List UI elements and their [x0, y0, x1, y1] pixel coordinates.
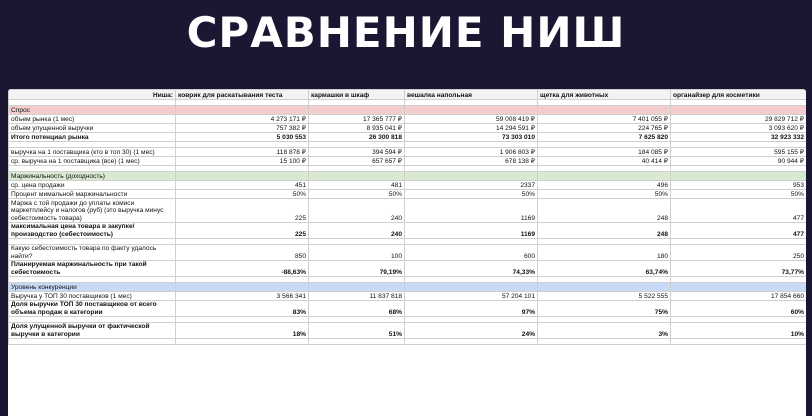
value-cell[interactable]: 50%	[671, 190, 807, 199]
value-cell[interactable]: 477	[671, 199, 807, 223]
table-row	[9, 323, 807, 339]
value-cell[interactable]: 8 935 041 ₽	[309, 124, 405, 133]
niche-column-header[interactable]: кармашки в шкаф	[309, 90, 405, 100]
value-cell[interactable]	[176, 283, 309, 292]
value-cell[interactable]: 1169	[405, 199, 538, 223]
value-cell[interactable]: 73 303 010	[405, 133, 538, 142]
niche-comparison-table	[8, 89, 806, 345]
value-cell[interactable]	[671, 283, 807, 292]
value-cell[interactable]: 32 923 332	[671, 133, 807, 142]
value-cell[interactable]: 50%	[176, 190, 309, 199]
row-label-cell[interactable]: объем улущенной выручки	[9, 124, 176, 133]
value-cell[interactable]: 50%	[405, 190, 538, 199]
value-cell[interactable]: 68%	[309, 301, 405, 317]
value-cell[interactable]: 600	[405, 245, 538, 261]
value-cell[interactable]: 7 625 820	[538, 133, 671, 142]
value-cell[interactable]: 40 414 ₽	[538, 157, 671, 166]
niche-column-header[interactable]: щетка для животных	[538, 90, 671, 100]
value-cell[interactable]: 678 138 ₽	[405, 157, 538, 166]
value-cell[interactable]: 757 382 ₽	[176, 124, 309, 133]
value-cell[interactable]	[309, 172, 405, 181]
value-cell[interactable]: 24%	[405, 323, 538, 339]
value-cell[interactable]	[405, 172, 538, 181]
row-label-cell[interactable]: Планируемая маржинальность при такой себестоимость	[9, 261, 176, 277]
row-label-cell[interactable]: Какую себестоимость товара по факту удалось найти?	[9, 245, 176, 261]
value-cell[interactable]: 1 906 803 ₽	[405, 148, 538, 157]
table-row	[9, 199, 807, 223]
value-cell[interactable]: 50%	[309, 190, 405, 199]
row-label-cell[interactable]: максимальная цена товара в закупке/ производство (себестоимость)	[9, 223, 176, 239]
value-cell[interactable]: 595 155 ₽	[671, 148, 807, 157]
value-cell[interactable]: 657 657 ₽	[309, 157, 405, 166]
value-cell[interactable]: 184 085 ₽	[538, 148, 671, 157]
value-cell[interactable]: 63,74%	[538, 261, 671, 277]
value-cell[interactable]: 17 854 660	[671, 292, 807, 301]
value-cell[interactable]: 3 093 620 ₽	[671, 124, 807, 133]
table-row	[9, 245, 807, 261]
value-cell[interactable]	[405, 283, 538, 292]
value-cell[interactable]: 14 294 591 ₽	[405, 124, 538, 133]
value-cell[interactable]	[176, 339, 309, 345]
value-cell[interactable]: 60%	[671, 301, 807, 317]
value-cell[interactable]	[671, 172, 807, 181]
value-cell[interactable]: 18%	[176, 323, 309, 339]
table-row	[9, 261, 807, 277]
value-cell[interactable]: 3%	[538, 323, 671, 339]
value-cell[interactable]	[405, 106, 538, 115]
spacer-row	[9, 339, 807, 345]
value-cell[interactable]	[671, 106, 807, 115]
row-label-cell[interactable]: ср. выручка на 1 поставщика (все) (1 мес)	[9, 157, 176, 166]
section-label[interactable]: Спрос	[9, 106, 176, 115]
table-row	[9, 223, 807, 239]
value-cell[interactable]: 224 765 ₽	[538, 124, 671, 133]
table-row	[9, 181, 807, 190]
value-cell[interactable]: 15 100 ₽	[176, 157, 309, 166]
value-cell[interactable]: 5 522 555	[538, 292, 671, 301]
value-cell[interactable]: 496	[538, 181, 671, 190]
value-cell[interactable]: 26 300 818	[309, 133, 405, 142]
value-cell[interactable]: 394 594 ₽	[309, 148, 405, 157]
table-row	[9, 157, 807, 166]
value-cell[interactable]	[538, 283, 671, 292]
row-label-cell[interactable]: Итого потенциал рынка	[9, 133, 176, 142]
value-cell[interactable]	[538, 106, 671, 115]
row-label-cell[interactable]: выручка на 1 поставщика (кто в топ 30) (1 мес)	[9, 148, 176, 157]
row-label-cell[interactable]: ср. цена продажи	[9, 181, 176, 190]
niche-column-header[interactable]: органайзер для косметики	[671, 90, 807, 100]
value-cell[interactable]	[538, 339, 671, 345]
value-cell[interactable]	[405, 339, 538, 345]
row-label-cell[interactable]: объем рынка (1 мес)	[9, 115, 176, 124]
header-row	[9, 90, 807, 100]
niche-column-header[interactable]: вешалка напольная	[405, 90, 538, 100]
value-cell[interactable]	[309, 283, 405, 292]
section-label[interactable]: Маржинальность (доходность)	[9, 172, 176, 181]
value-cell[interactable]: 7 401 055 ₽	[538, 115, 671, 124]
value-cell[interactable]	[538, 172, 671, 181]
table-row	[9, 190, 807, 199]
value-cell[interactable]: 2337	[405, 181, 538, 190]
niche-column-header[interactable]: коврик для раскатывания теста	[176, 90, 309, 100]
section-header-row	[9, 106, 807, 115]
value-cell[interactable]: 451	[176, 181, 309, 190]
value-cell[interactable]: 481	[309, 181, 405, 190]
page-title: СРАВНЕНИЕ НИШ	[186, 8, 626, 57]
value-cell[interactable]: 17 365 777 ₽	[309, 115, 405, 124]
value-cell[interactable]: 83%	[176, 301, 309, 317]
table-row	[9, 115, 807, 124]
value-cell[interactable]: 11 837 818	[309, 292, 405, 301]
table-row	[9, 133, 807, 142]
value-cell[interactable]	[176, 172, 309, 181]
value-cell[interactable]: 10%	[671, 323, 807, 339]
table-row	[9, 148, 807, 157]
value-cell[interactable]: -88,63%	[176, 261, 309, 277]
value-cell[interactable]: 90 944 ₽	[671, 157, 807, 166]
value-cell[interactable]: 75%	[538, 301, 671, 317]
section-header-row	[9, 172, 807, 181]
value-cell[interactable]: 240	[309, 199, 405, 223]
value-cell[interactable]: 118 878 ₽	[176, 148, 309, 157]
value-cell[interactable]	[671, 339, 807, 345]
row-label-cell[interactable]	[9, 339, 176, 345]
niche-header-label[interactable]: Ниша:	[9, 90, 176, 100]
row-label-cell[interactable]: Процент мимальной маржинальности	[9, 190, 176, 199]
row-label-cell[interactable]: Выручка у ТОП 30 поставщиков (1 мес)	[9, 292, 176, 301]
value-cell[interactable]: 79,19%	[309, 261, 405, 277]
value-cell[interactable]: 97%	[405, 301, 538, 317]
row-label-cell[interactable]: Доля улущенной выручки от фактической выручки в категории	[9, 323, 176, 339]
section-header-row	[9, 283, 807, 292]
value-cell[interactable]: 248	[538, 223, 671, 239]
table-row	[9, 292, 807, 301]
value-cell[interactable]: 1169	[405, 223, 538, 239]
section-label[interactable]: Уровень конкуренции	[9, 283, 176, 292]
value-cell[interactable]: 51%	[309, 323, 405, 339]
spreadsheet	[8, 89, 806, 416]
value-cell[interactable]	[309, 339, 405, 345]
value-cell[interactable]: 74,33%	[405, 261, 538, 277]
value-cell[interactable]: 850	[176, 245, 309, 261]
value-cell[interactable]	[176, 106, 309, 115]
value-cell[interactable]: 57 204 101	[405, 292, 538, 301]
value-cell[interactable]: 248	[538, 199, 671, 223]
value-cell[interactable]: 5 030 553	[176, 133, 309, 142]
table-row	[9, 301, 807, 317]
value-cell[interactable]: 225	[176, 199, 309, 223]
value-cell[interactable]: 59 008 419 ₽	[405, 115, 538, 124]
table-row	[9, 124, 807, 133]
value-cell[interactable]: 73,77%	[671, 261, 807, 277]
value-cell[interactable]: 100	[309, 245, 405, 261]
row-label-cell[interactable]: Доля выручки ТОП 30 поставщиков от всего объема продаж в категории	[9, 301, 176, 317]
value-cell[interactable]: 180	[538, 245, 671, 261]
value-cell[interactable]: 477	[671, 223, 807, 239]
value-cell[interactable]: 3 566 341	[176, 292, 309, 301]
value-cell[interactable]: 240	[309, 223, 405, 239]
value-cell[interactable]: 29 829 712 ₽	[671, 115, 807, 124]
value-cell[interactable]: 50%	[538, 190, 671, 199]
value-cell[interactable]: 4 273 171 ₽	[176, 115, 309, 124]
value-cell[interactable]: 250	[671, 245, 807, 261]
value-cell[interactable]	[309, 106, 405, 115]
value-cell[interactable]: 225	[176, 223, 309, 239]
row-label-cell[interactable]: Маржа с той продажи до уплаты комиси маркетплейсу и налогов (руб) (это выручка минус себестоимость товара)	[9, 199, 176, 223]
value-cell[interactable]: 953	[671, 181, 807, 190]
